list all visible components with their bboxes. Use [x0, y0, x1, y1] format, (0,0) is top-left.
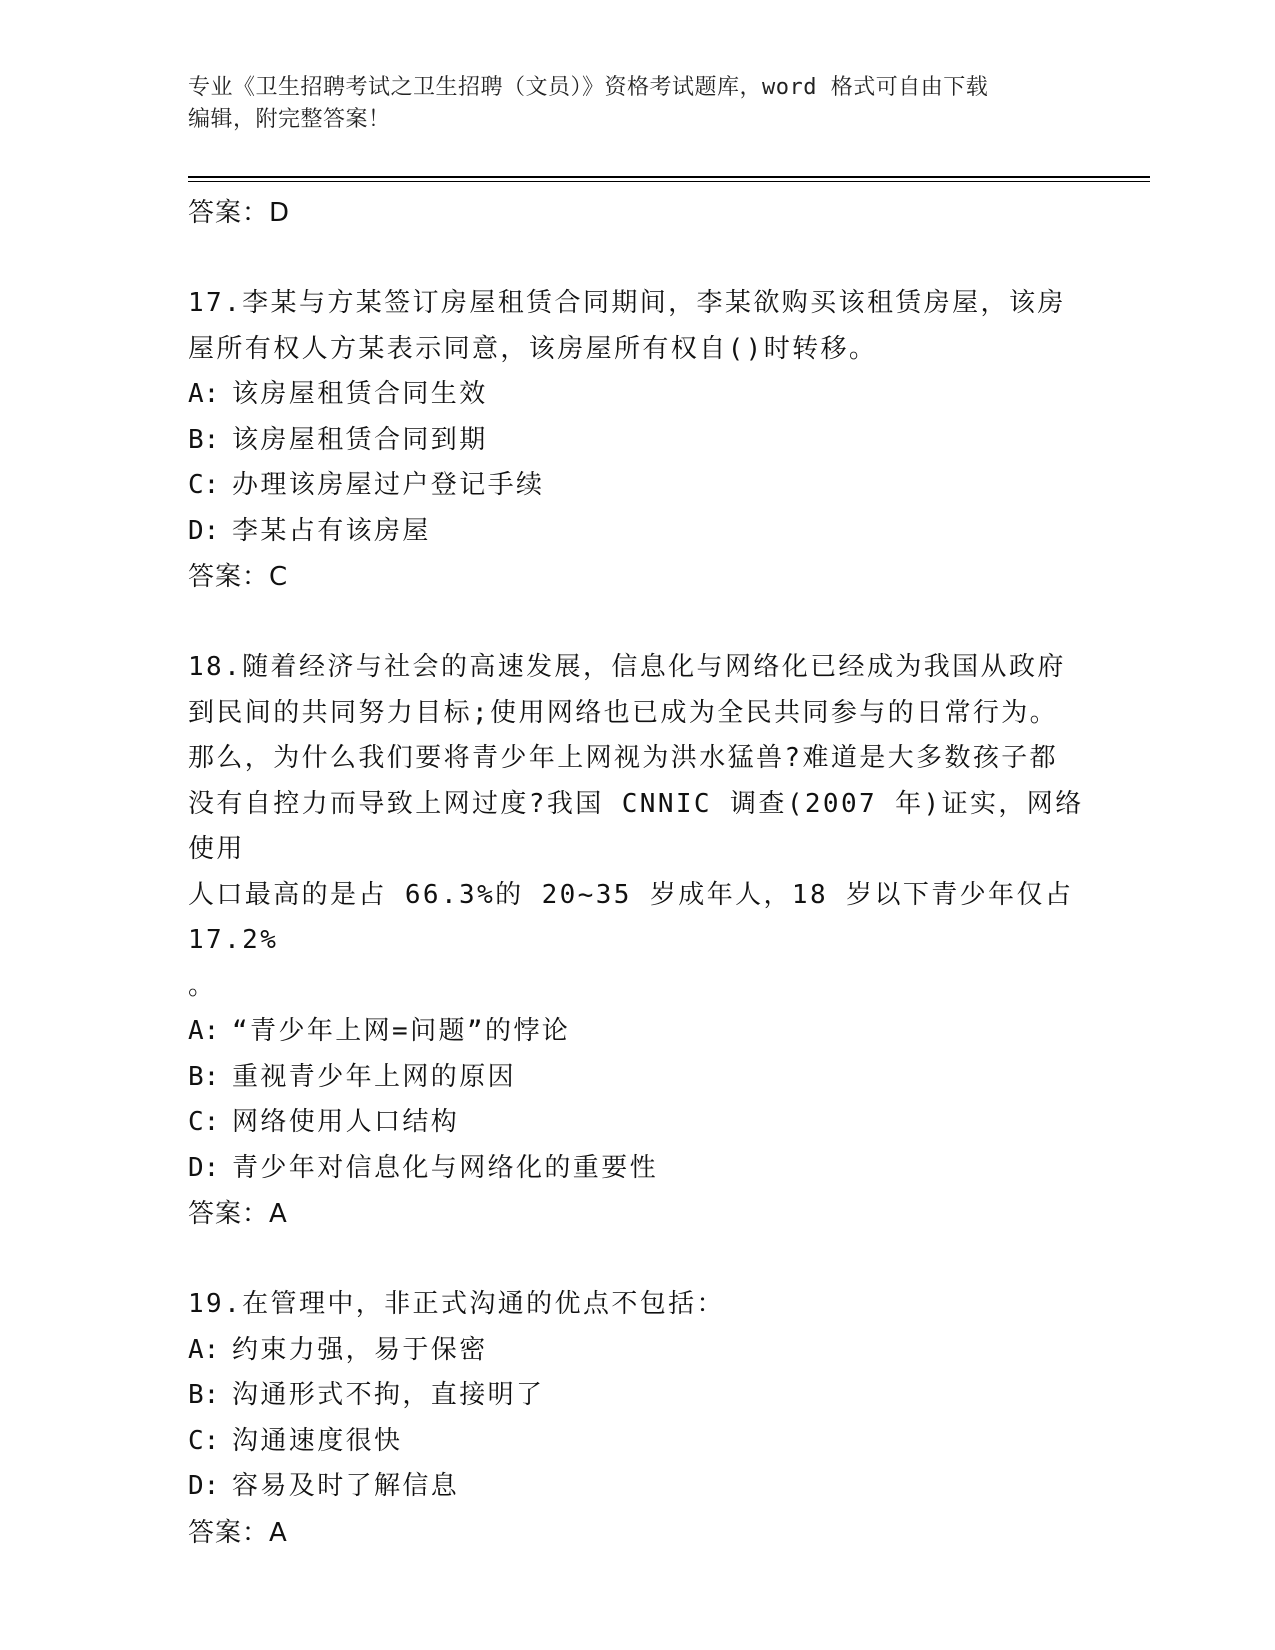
option-text: 约束力强，易于保密: [232, 1334, 488, 1365]
question-17: [188, 281, 1088, 600]
option-d: [188, 1146, 1088, 1192]
option-text: 办理该房屋过户登记手续: [232, 470, 545, 500]
option-d: [188, 509, 1088, 555]
option-label: A:: [188, 1016, 220, 1046]
option-label: D:: [188, 1152, 220, 1183]
option-text: 李某占有该房屋: [232, 515, 431, 546]
option-text: “青少年上网=问题”的悖论: [232, 1016, 571, 1046]
answer-line: 答案：A: [188, 1199, 288, 1229]
option-label: C:: [188, 470, 220, 500]
header-rule-thin: [188, 181, 1150, 182]
option-text: 容易及时了解信息: [232, 1471, 460, 1501]
question-text-line: 18.随着经济与社会的高速发展，信息化与网络化已经成为我国从政府: [188, 652, 1066, 682]
option-label: B:: [188, 1061, 220, 1092]
option-text: 该房屋租赁合同生效: [232, 379, 488, 409]
option-label: D:: [188, 1471, 220, 1501]
question-18: [188, 645, 1092, 1237]
question-text-line: 19.在管理中，非正式沟通的优点不包括：: [188, 1289, 725, 1319]
spacer: [188, 236, 1088, 281]
option-d: [188, 1464, 1088, 1510]
option-b: [188, 1055, 1088, 1101]
option-label: C:: [188, 1425, 220, 1456]
option-c: [188, 1419, 1088, 1465]
option-a: [188, 1009, 1088, 1055]
header-line-2: 编辑，附完整答案！: [188, 107, 391, 132]
option-b: [188, 418, 1088, 464]
question-19: [188, 1282, 1088, 1556]
spacer: [188, 600, 1088, 645]
question-text-line: 17.李某与方某签订房屋租赁合同期间，李某欲购买该租赁房屋，该房: [188, 288, 1066, 318]
option-c: [188, 1100, 1088, 1146]
option-label: B:: [188, 424, 220, 455]
question-text-line: 到民间的共同努力目标;使用网络也已成为全民共同参与的日常行为。: [188, 697, 1059, 728]
option-label: A:: [188, 1334, 220, 1365]
question-text-line: 。: [188, 970, 217, 1001]
option-text: 该房屋租赁合同到期: [232, 424, 488, 455]
question-list: [188, 190, 1092, 1556]
previous-answer: 答案：D: [188, 198, 291, 228]
option-a: [188, 1328, 1088, 1374]
answer-line: 答案：A: [188, 1517, 288, 1548]
answer-line: 答案：C: [188, 562, 289, 592]
option-label: C:: [188, 1107, 220, 1137]
document-header: [188, 72, 1088, 136]
option-label: B:: [188, 1380, 220, 1410]
header-line-1: 专业《卫生招聘考试之卫生招聘（文员）》资格考试题库，word 格式可自由下载: [188, 75, 989, 100]
question-text-line: 人口最高的是占 66.3%的 20~35 岁成年人，18 岁以下青少年仅占 17.2%: [188, 879, 1092, 955]
option-text: 重视青少年上网的原因: [232, 1061, 517, 1092]
option-b: [188, 1373, 1088, 1419]
option-label: D:: [188, 515, 220, 546]
option-a: [188, 372, 1088, 418]
option-label: A:: [188, 379, 220, 409]
option-text: 沟通速度很快: [232, 1425, 403, 1456]
question-text-line: 那么，为什么我们要将青少年上网视为洪水猛兽?难道是大多数孩子都: [188, 743, 1059, 773]
option-text: 网络使用人口结构: [232, 1107, 460, 1137]
option-text: 青少年对信息化与网络化的重要性: [232, 1152, 659, 1183]
spacer: [188, 1237, 1088, 1282]
question-text-line: 没有自控力而导致上网过度?我国 CNNIC 调查(2007 年)证实，网络使用: [188, 788, 1084, 864]
option-text: 沟通形式不拘，直接明了: [232, 1380, 545, 1410]
question-text-line: 屋所有权人方某表示同意，该房屋所有权自()时转移。: [188, 333, 878, 364]
option-c: [188, 463, 1088, 509]
header-rule-thick: [188, 176, 1150, 178]
